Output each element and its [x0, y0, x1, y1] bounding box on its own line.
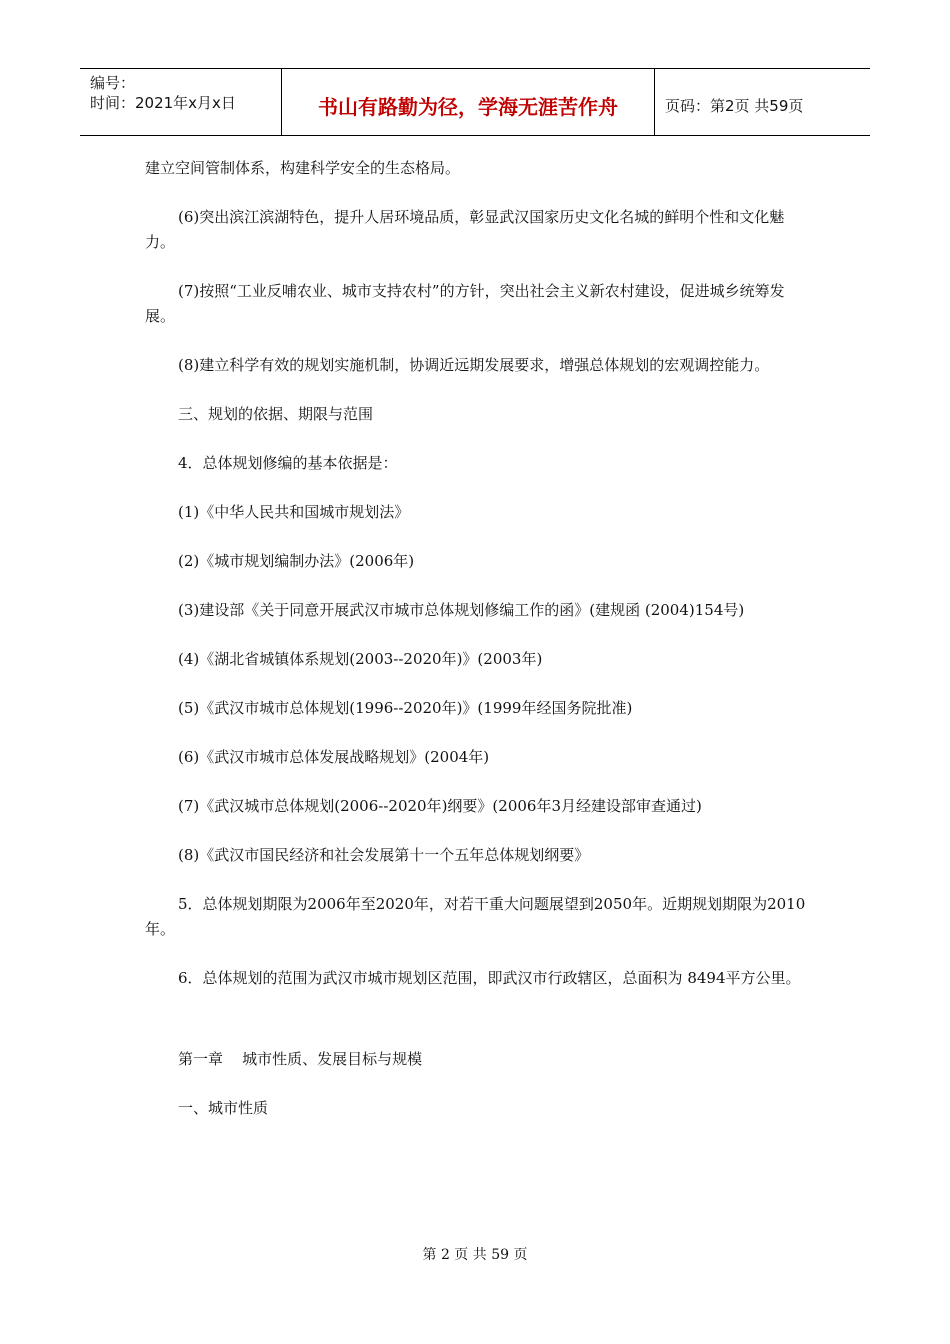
header-meta-cell	[80, 69, 282, 135]
paragraph: 6．总体规划的范围为武汉市城市规划区范围，即武汉市行政辖区，总面积为 8494平方公里。	[178, 969, 801, 987]
list-item: (7)《武汉城市总体规划(2006--2020年)纲要》(2006年3月经建设部审查通过)	[178, 797, 702, 815]
list-item: (3)建设部《关于同意开展武汉市城市总体规划修编工作的函》(建规函 (2004)154号)	[178, 601, 745, 619]
section-heading: 一、城市性质	[178, 1099, 269, 1117]
paragraph: (8)建立科学有效的规划实施机制，协调近远期发展要求，增强总体规划的宏观调控能力。	[178, 356, 770, 374]
paragraph: 4．总体规划修编的基本依据是：	[178, 454, 398, 472]
document-date-label: 时间：2021年x月x日	[90, 94, 236, 112]
paragraph: (6)突出滨江滨湖特色，提升人居环境品质，彰显武汉国家历史文化名城的鲜明个性和文化魅力。	[145, 208, 785, 251]
paragraph: (7)按照“工业反哺农业、城市支持农村”的方针，突出社会主义新农村建设，促进城乡统筹发展。	[145, 282, 785, 325]
chapter-heading: 第一章 城市性质、发展目标与规模	[178, 1050, 423, 1068]
list-item: (5)《武汉市城市总体规划(1996--2020年)》(1999年经国务院批准)	[178, 699, 633, 717]
list-item: (1)《中华人民共和国城市规划法》	[178, 503, 410, 521]
page-footer	[0, 1244, 950, 1264]
document-body	[145, 156, 810, 1145]
paragraph: 建立空间管制体系，构建科学安全的生态格局。	[145, 159, 461, 177]
header-motto-cell	[282, 69, 655, 135]
document-number-label: 编号：	[90, 74, 136, 92]
header-page-cell	[655, 69, 870, 135]
header-motto: 书山有路勤为径，学海无涯苦作舟	[318, 94, 618, 119]
header-table	[80, 68, 870, 136]
list-item: (6)《武汉市城市总体发展战略规划》(2004年)	[178, 748, 490, 766]
list-item: (4)《湖北省城镇体系规划(2003--2020年)》(2003年)	[178, 650, 543, 668]
footer-page-number: 第 2 页 共 59 页	[422, 1247, 528, 1263]
list-item: (2)《城市规划编制办法》(2006年)	[178, 552, 415, 570]
header-page-info: 页码：第2页 共59页	[665, 96, 804, 115]
paragraph: 5．总体规划期限为2006年至2020年，对若干重大问题展望到2050年。近期规划期限为2010年。	[145, 895, 806, 938]
list-item: (8)《武汉市国民经济和社会发展第十一个五年总体规划纲要》	[178, 846, 590, 864]
section-heading: 三、规划的依据、期限与范围	[178, 405, 374, 423]
